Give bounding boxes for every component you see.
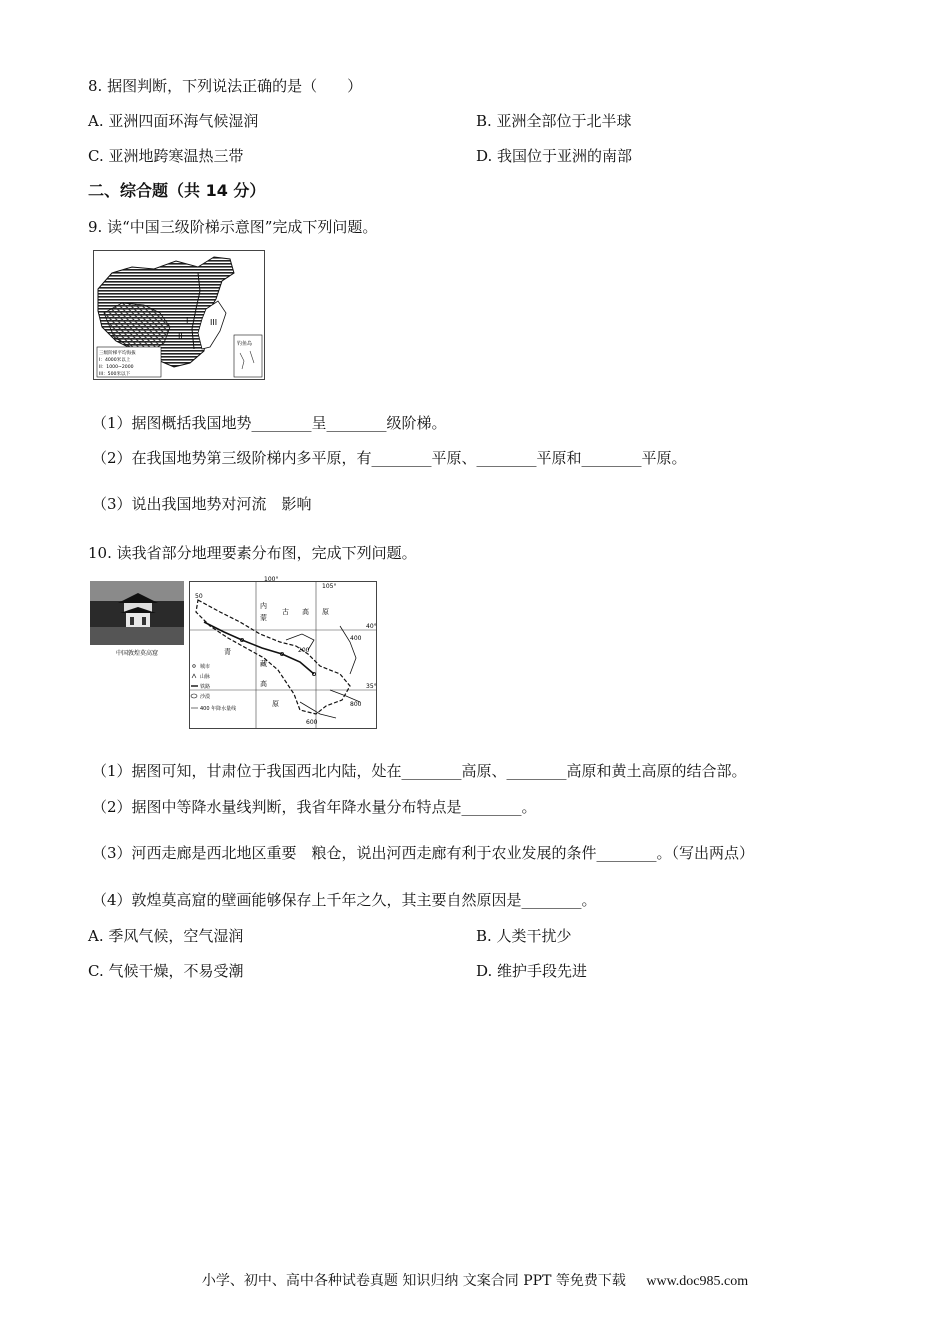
label-gao-2: 高: [260, 680, 267, 688]
q10-sub3: （3）河西走廊是西北地区重要 粮仓，说出河西走廊有利于农业发展的条件________。（写出两点）: [92, 844, 755, 862]
lat-label-40: 40°: [366, 623, 377, 630]
section-heading: 二、综合题（共 14 分）: [88, 181, 266, 200]
label-yuan-2: 原: [272, 700, 279, 708]
legend-tier-3: III：500米以下: [99, 372, 131, 377]
isoline-label-600: 600: [306, 719, 318, 726]
label-qing: 青: [224, 648, 231, 656]
q9-stem: 9. 读“中国三级阶梯示意图”完成下列问题。: [88, 218, 378, 236]
legend-tier-1: I：4000米以上: [99, 358, 131, 363]
q9-sub1: （1）据图概括我国地势________呈________级阶梯。: [92, 414, 447, 432]
lon-label-105: 105°: [322, 583, 337, 590]
gansu-map: [189, 576, 377, 729]
q10-stem: 10. 读我省部分地理要素分布图，完成下列问题。: [88, 544, 417, 562]
q10-sub4: （4）敦煌莫高窟的壁画能够保存上千年之久，其主要自然原因是________。: [92, 891, 597, 909]
isoline-400: [340, 626, 356, 674]
q9-sub3: （3）说出我国地势对河流 影响: [92, 495, 312, 513]
china-terrain-map: [93, 250, 265, 380]
q8-option-a[interactable]: A. 亚洲四面环海气候湿润: [88, 112, 259, 130]
isoline-label-50: 50: [195, 593, 203, 600]
label-zang: 藏: [260, 660, 267, 668]
tier-label-1: I: [186, 316, 189, 325]
isoline-label-400: 400: [350, 635, 362, 642]
legend-isoline: 400 年降水量线: [200, 706, 237, 712]
inset-label: 钓鱼岛: [237, 341, 253, 347]
q10-option-c[interactable]: C. 气候干燥，不易受潮: [88, 962, 244, 980]
q9-sub2: （2）在我国地势第三级阶梯内多平原，有________平原、________平原和________平原。: [92, 449, 687, 467]
label-meng: 蒙: [260, 614, 267, 622]
legend-desert-icon: [191, 694, 197, 698]
label-yuan-1: 原: [322, 608, 329, 616]
footer-url[interactable]: www.doc985.com: [646, 1274, 749, 1289]
legend-mountain-icon: [192, 674, 196, 678]
province-boundary: [196, 600, 350, 714]
q8-option-d[interactable]: D. 我国位于亚洲的南部: [476, 147, 633, 165]
footer-text: 小学、初中、高中各种试卷真题 知识归纳 文案合同 PPT 等免费下载: [201, 1273, 626, 1289]
q10-option-b[interactable]: B. 人类干扰少: [476, 927, 572, 945]
label-gao-1: 高: [302, 608, 309, 616]
legend-tier-2: II：1000~2000: [99, 365, 134, 370]
legend-mountain: 山脉: [200, 674, 211, 680]
isoline-label-200: 200: [298, 647, 310, 654]
label-nei: 内: [260, 602, 267, 610]
mogao-caves-photo: [90, 581, 184, 659]
page-footer: [0, 1271, 950, 1292]
legend-city-icon: [193, 665, 196, 668]
isoline-label-800: 800: [350, 701, 362, 708]
legend-title: 三级阶梯平均海拔: [99, 351, 136, 356]
label-gu: 古: [282, 608, 289, 616]
q10-option-a[interactable]: A. 季风气候，空气湿润: [88, 927, 244, 945]
tier-label-3: III: [210, 318, 218, 327]
q8-option-b[interactable]: B. 亚洲全部位于北半球: [476, 112, 632, 130]
legend-desert: 沙漠: [200, 694, 211, 700]
q8-stem: 8. 据图判断，下列说法正确的是（ ）: [88, 77, 363, 95]
lon-label-100: 100°: [264, 576, 279, 583]
q10-sub1: （1）据图可知，甘肃位于我国西北内陆，处在________高原、________高原和黄土高原的结合部。: [92, 762, 747, 780]
q8-option-c[interactable]: C. 亚洲地跨寒温热三带: [88, 147, 244, 165]
q10-sub2: （2）据图中等降水量线判断，我省年降水量分布特点是________。: [92, 798, 537, 816]
legend-railway: 铁路: [200, 684, 211, 690]
lat-label-35: 35°: [366, 683, 377, 690]
tier-label-2: II: [178, 332, 183, 341]
photo-caption: 中国敦煌莫高窟: [115, 650, 159, 657]
q10-option-d[interactable]: D. 维护手段先进: [476, 962, 588, 980]
legend-city: 城市: [200, 664, 211, 670]
